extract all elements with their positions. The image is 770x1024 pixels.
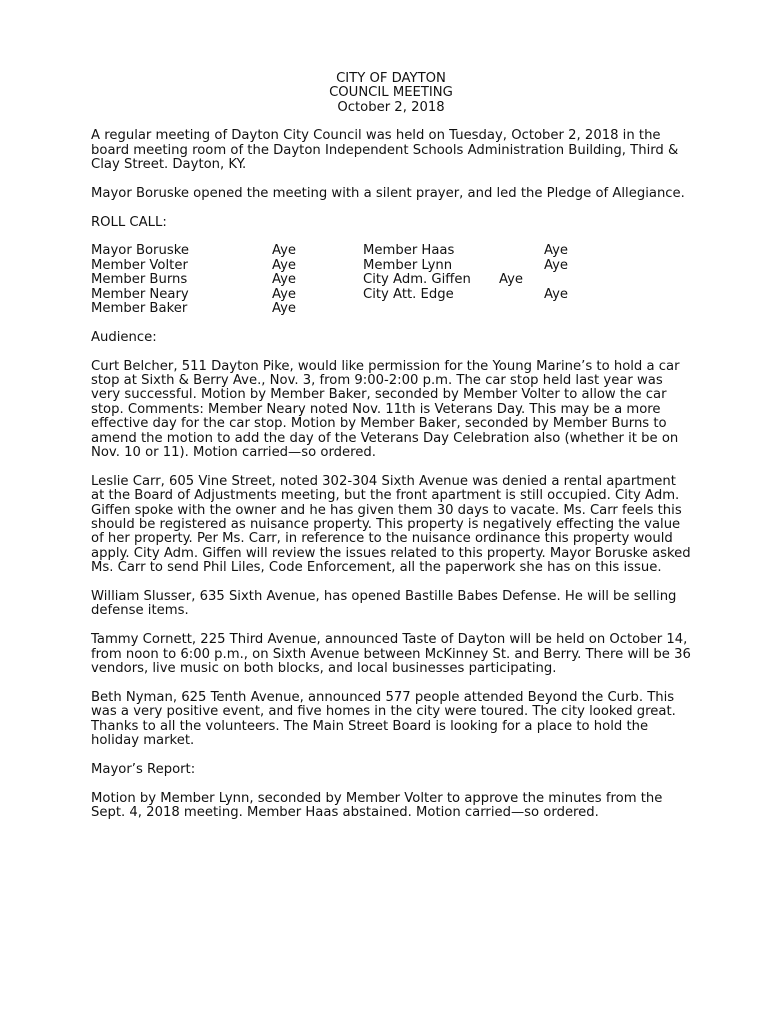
roll-call-row [363,244,568,258]
roll-call-heading: ROLL CALL: [91,214,167,230]
roll-call-row [363,288,568,302]
member-name: City Adm. Giffen [363,272,471,288]
member-name: Mayor Boruske [91,243,189,259]
header-date: October 2, 2018 [337,99,445,115]
member-vote: Aye [544,257,569,273]
mayors-report-heading: Mayor’s Report: [91,761,196,777]
roll-call-row [363,273,568,287]
roll-call-table [91,244,691,316]
roll-call-row [91,302,363,316]
audience-heading: Audience: [91,329,157,345]
audience-paragraph-slusser: William Slusser, 635 Sixth Avenue, has opened Bastille Babes Defense. He will be selling defense items. [91,589,677,619]
roll-call-row [91,259,363,273]
member-name: Member Neary [91,286,189,302]
roll-call-row [91,244,363,258]
member-vote: Aye [272,300,297,316]
header-meeting: COUNCIL MEETING [329,85,453,101]
member-vote: Aye [499,272,524,288]
member-vote: Aye [272,257,297,273]
member-name: City Att. Edge [363,286,454,302]
roll-call-left-column [91,244,363,316]
audience-paragraph-carr: Leslie Carr, 605 Vine Street, noted 302-304 Sixth Avenue was denied a rental apartment at the Board of Adjustments meeting, but the front apartment is still occupied. City Adm. Giffen spoke with the owner and he has given them 30 days to vacate. Ms. Carr feels this should be registered as nuisance property. This property is negatively effecting the value of her property. Per Ms. Carr, in reference to the nuisance ordinance this property would apply. City Adm. Giffen will review the issues related to this property. Mayor Boruske asked Ms. Carr to send Phil Liles, Code Enforcement, all the paperwork she has on this issue. [91,473,691,576]
roll-call-row [91,288,363,302]
member-name: Member Burns [91,272,188,288]
member-vote: Aye [544,286,569,302]
member-name: Member Baker [91,300,188,316]
header-city: CITY OF DAYTON [336,71,446,86]
member-vote: Aye [544,243,569,259]
member-name: Member Haas [363,243,455,259]
mayors-report-paragraph: Motion by Member Lynn, seconded by Member Volter to approve the minutes from the Sept. 4, 2018 meeting. Member Haas abstained. Motion carried—so ordered. [91,790,663,821]
opening-paragraph: Mayor Boruske opened the meeting with a silent prayer, and led the Pledge of Allegiance. [91,185,685,201]
audience-paragraph-belcher: Curt Belcher, 511 Dayton Pike, would like permission for the Young Marine’s to hold a car stop at Sixth & Berry Ave., Nov. 3, from 9:00-2:00 p.m. The car stop held last year was very successful. Motion by Member Baker, seconded by Member Volter to allow the car stop. Comments: Member Neary noted Nov. 11th is Veterans Day. This may be a more effective day for the car stop. Motion by Member Baker, seconded by Member Burns to amend the motion to add the day of the Veterans Day Celebration also (whether it be on Nov. 10 or 11). Motion carried—so ordered. [91,358,680,460]
roll-call-row [363,259,568,273]
document-body [91,72,691,835]
document-header [91,72,691,115]
roll-call-row [91,273,363,287]
roll-call-right-column [363,244,568,316]
member-name: Member Lynn [363,257,453,273]
intro-paragraph: A regular meeting of Dayton City Council was held on Tuesday, October 2, 2018 in the board meeting room of the Dayton Independent Schools Administration Building, Third & Clay Street. Dayton, KY. [91,128,679,173]
audience-paragraph-nyman: Beth Nyman, 625 Tenth Avenue, announced 577 people attended Beyond the Curb. This was a very positive event, and five homes in the city were toured. The city looked great. Thanks to all the volunteers. The Main Street Board is looking for a place to hold the holiday market. [91,689,676,749]
member-name: Member Volter [91,257,188,273]
audience-paragraph-cornett: Tammy Cornett, 225 Third Avenue, announced Taste of Dayton will be held on October 14, from noon to 6:00 p.m., on Sixth Avenue between McKinney St. and Berry. There will be 36 vendors, live music on both blocks, and local businesses participating. [91,632,691,677]
member-vote: Aye [272,272,297,288]
member-vote: Aye [272,243,297,259]
member-vote: Aye [272,286,297,302]
